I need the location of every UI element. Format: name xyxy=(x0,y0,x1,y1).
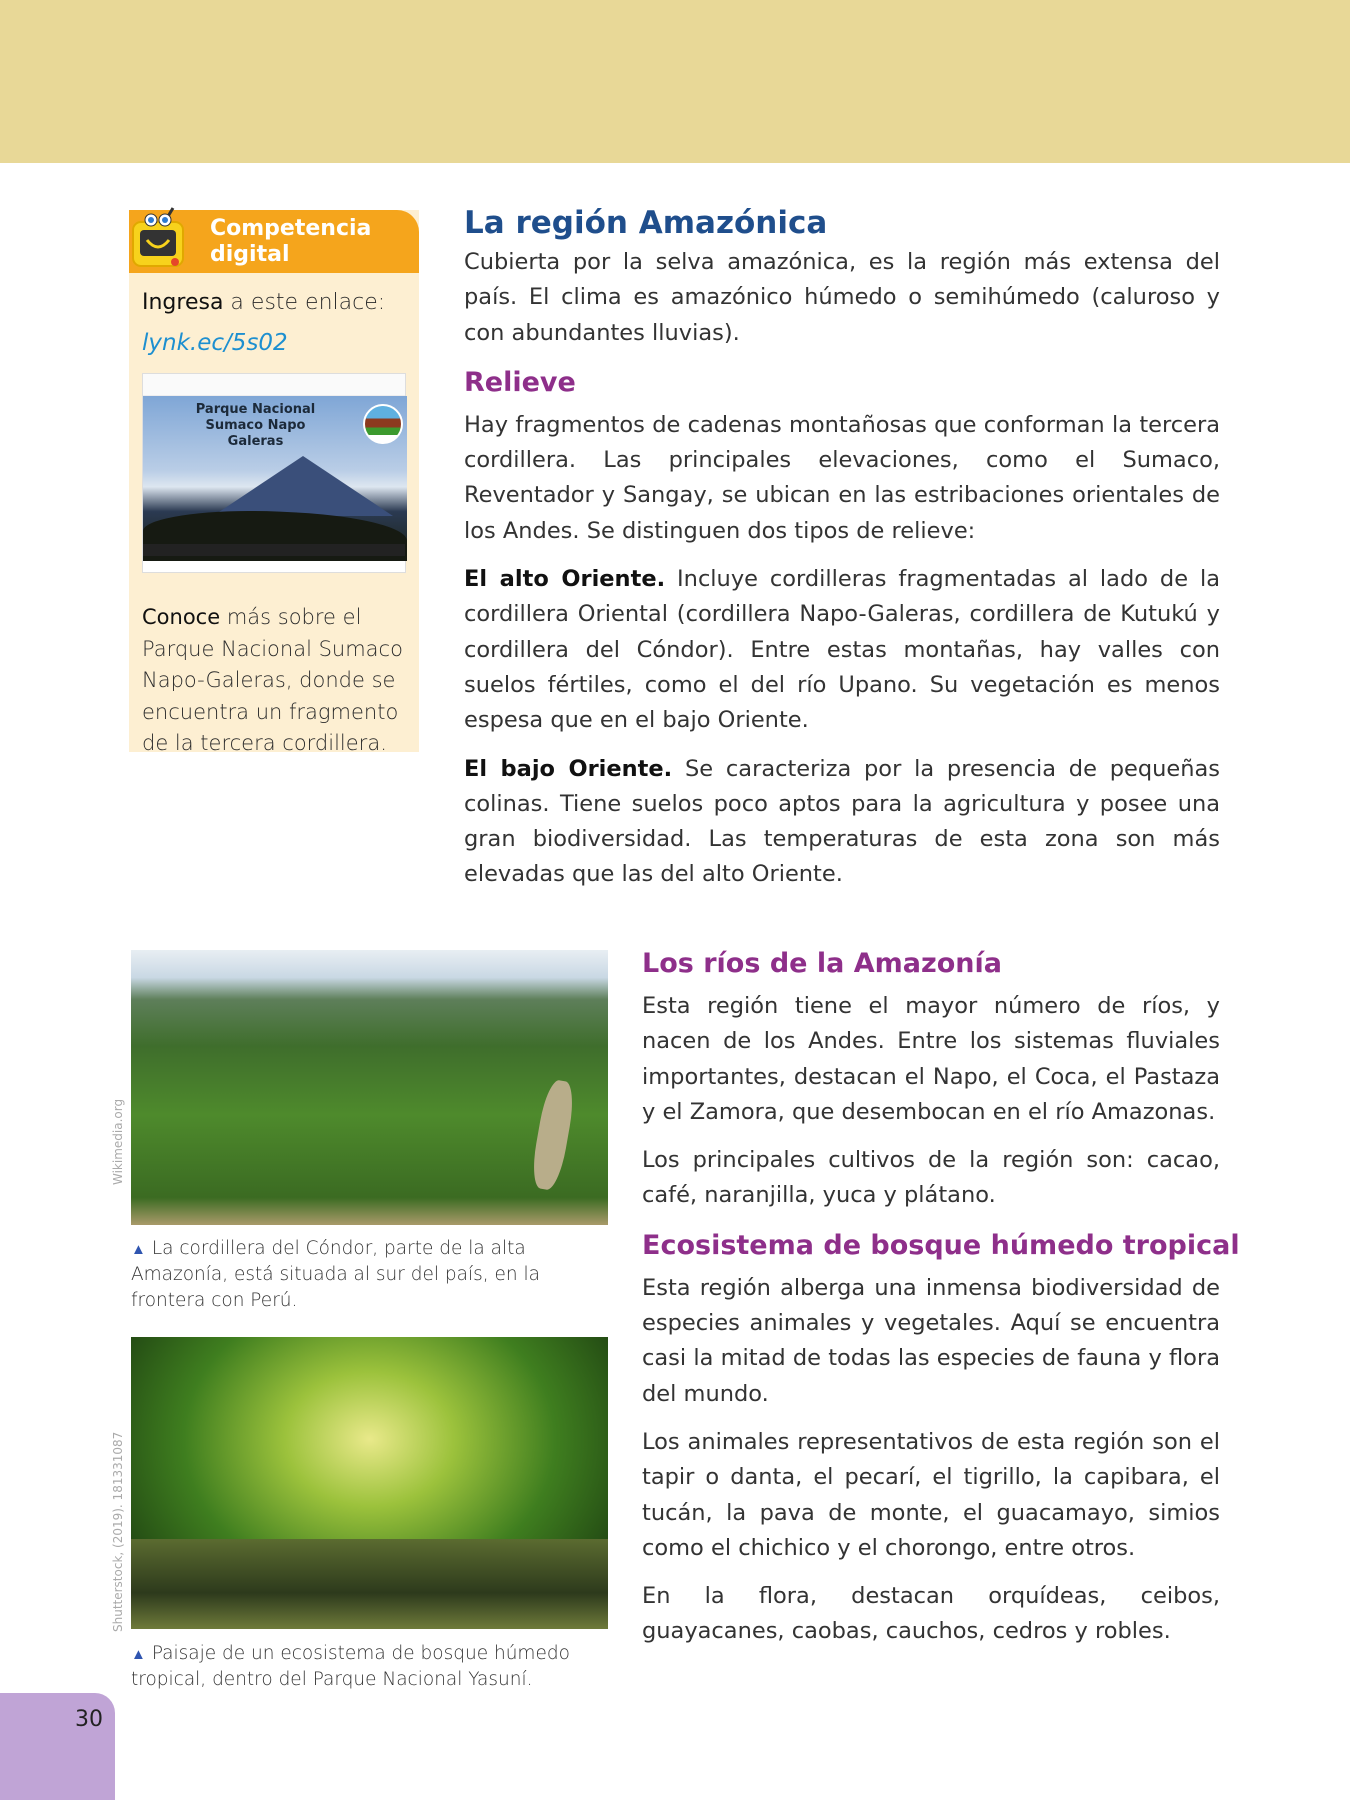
ecosistema-paragraph-2: Los animales representativos de esta región son el tapir o danta, el pecarí, el tigrillo, la capibara, el tucán, la pava de monte, el guacamayo, simios como el chichico y el chorongo, entre otros. xyxy=(642,1428,1220,1561)
page-number-tab xyxy=(0,1693,115,1800)
title-line: digital xyxy=(210,242,290,267)
rios-paragraph-2: Los principales cultivos de la región son: cacao, café, naranjilla, yuca y plátano. xyxy=(642,1147,1220,1209)
video-controls[interactable] xyxy=(143,544,405,556)
conoce-text xyxy=(142,602,412,760)
park-logo-icon xyxy=(363,404,403,444)
cordillera-condor-photo xyxy=(131,950,608,1225)
alto-oriente-paragraph xyxy=(464,562,1220,738)
competencia-header xyxy=(129,210,419,273)
header-band xyxy=(0,0,1350,163)
thumbnail-title: Parque Nacional Sumaco Napo Galeras xyxy=(195,402,316,449)
robot-mascot-icon xyxy=(125,204,195,274)
water-shape xyxy=(131,1539,608,1629)
photo-caption-2 xyxy=(131,1641,591,1693)
alto-text: Incluye cordilleras fragmentadas al lado de la cordillera Oriental (cordillera Napo-Galeras, cordillera de Kutukú y cordillera del Cóndor). Entre estas montañas, hay valles con suelos fértiles, como el del río Upano. Su vegetación es menos espesa que en el bajo Oriente. xyxy=(464,566,1220,734)
triangle-marker-icon: ▲ xyxy=(131,1240,146,1258)
title-line: Competencia xyxy=(210,216,372,241)
conoce-rest: más sobre el Parque Nacional Sumaco Napo-Galeras, donde se encuentra un fragmento de la tercera cordillera. xyxy=(142,605,403,755)
competencia-title xyxy=(210,216,371,268)
video-thumbnail[interactable] xyxy=(142,373,406,573)
photo-credit-2: Shutterstock, (2019). 181331087 xyxy=(111,1431,125,1632)
lynk-link[interactable]: lynk.ec/5s02 xyxy=(142,330,288,356)
caption-text: La cordillera del Cóndor, parte de la alta Amazonía, está situada al sur del país, en la frontera con Perú. xyxy=(131,1238,540,1311)
browser-bar xyxy=(143,374,405,396)
bosque-humedo-photo xyxy=(131,1337,608,1629)
rios-heading: Los ríos de la Amazonía xyxy=(642,948,1002,979)
alto-bold: El alto Oriente. xyxy=(464,566,666,593)
ecosistema-paragraph-3: En la flora, destacan orquídeas, ceibos, guayacanes, caobas, cauchos, cedros y robles. xyxy=(642,1583,1220,1645)
bajo-bold: El bajo Oriente. xyxy=(464,755,673,782)
relieve-paragraph: Hay fragmentos de cadenas montañosas que conforman la tercera cordillera. Las principales elevaciones, como el Sumaco, Reventador y Sangay, se ubican en las estribaciones orientales de los Andes. Se distinguen dos tipos de relieve: xyxy=(464,411,1220,544)
bajo-text: Se caracteriza por la presencia de pequeñas colinas. Tiene suelos poco aptos para la agricultura y posee una gran biodiversidad. Las temperaturas de esta zona son más elevadas que las del alto Oriente. xyxy=(464,755,1220,888)
page-title: La región Amazónica xyxy=(464,205,828,241)
conoce-bold: Conoce xyxy=(142,605,221,629)
ingresa-text xyxy=(142,290,385,315)
caption-text: Paisaje de un ecosistema de bosque húmedo tropical, dentro del Parque Nacional Yasuní. xyxy=(131,1643,570,1690)
ingresa-bold: Ingresa xyxy=(142,290,224,315)
bajo-oriente-paragraph xyxy=(464,752,1220,893)
triangle-marker-icon: ▲ xyxy=(131,1645,146,1663)
ecosistema-heading: Ecosistema de bosque húmedo tropical xyxy=(642,1229,1240,1261)
photo-credit-1: Wikimedia.org xyxy=(111,1098,125,1185)
page-number: 30 xyxy=(75,1707,103,1732)
competencia-digital-box xyxy=(129,210,419,755)
main-column xyxy=(464,203,1220,906)
river-shape xyxy=(529,1078,578,1192)
rios-paragraph-1: Esta región tiene el mayor número de ríos, y nacen de los Andes. Entre los sistemas fluviales importantes, destacan el Napo, el Coca, el Pastaza y el Zamora, que desembocan en el río Amazonas. xyxy=(642,993,1220,1125)
relieve-heading: Relieve xyxy=(464,366,576,398)
ingresa-rest: a este enlace: xyxy=(223,290,386,315)
volcano-shape xyxy=(213,456,393,516)
volcano-image xyxy=(143,396,407,561)
secondary-column xyxy=(642,945,1240,1663)
ecosistema-paragraph-1: Esta región alberga una inmensa biodiversidad de especies animales y vegetales. Aquí se encuentra casi la mitad de todas las especies de fauna y flora del mundo. xyxy=(642,1274,1220,1407)
intro-paragraph: Cubierta por la selva amazónica, es la región más extensa del país. El clima es amazónico húmedo o semihúmedo (caluroso y con abundantes lluvias). xyxy=(464,249,1220,346)
photo-caption-1 xyxy=(131,1236,616,1314)
